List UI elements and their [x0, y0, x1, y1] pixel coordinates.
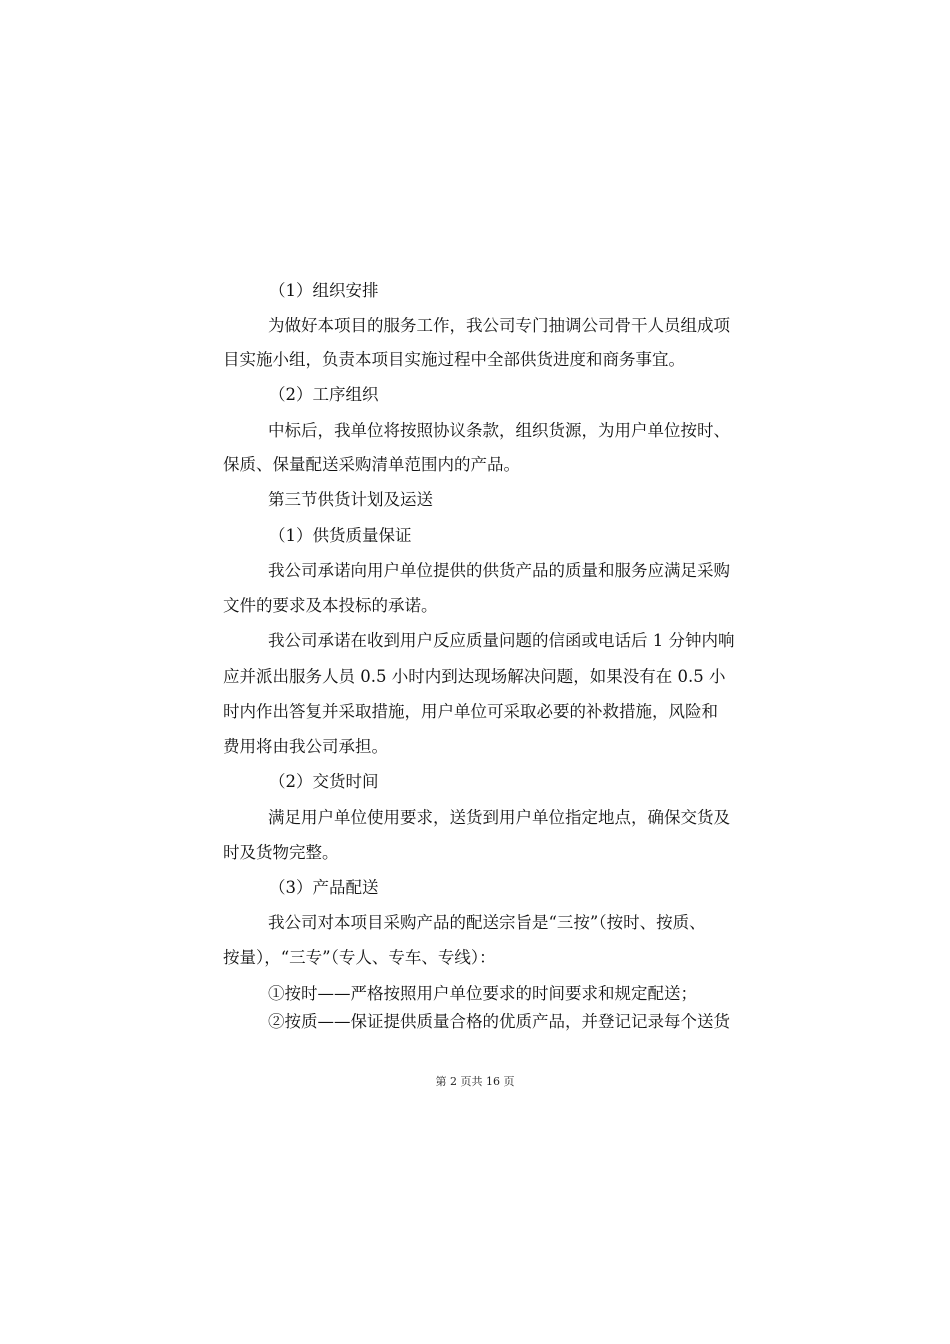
line-text: 按量），“三专”（专人、专车、专线）： [223, 948, 496, 967]
line-text: 中标后，我单位将按照协议条款，组织货源，为用户单位按时、 [268, 421, 730, 440]
line-text: 文件的要求及本投标的承诺。 [223, 596, 438, 615]
line-text: 保质、保量配送采购清单范围内的产品。 [223, 455, 520, 474]
line-text: 费用将由我公司承担。 [223, 737, 388, 756]
line-text: （2）工序组织 [269, 385, 379, 404]
line-text: 目实施小组，负责本项目实施过程中全部供货进度和商务事宜。 [223, 350, 685, 369]
line-text: （3）产品配送 [269, 878, 379, 897]
page-footer: 第 2 页共 16 页 [435, 1075, 515, 1088]
line-text: ②按质——保证提供质量合格的优质产品，并登记记录每个送货 [268, 1012, 730, 1031]
line-text: 应并派出服务人员 0.5 小时内到达现场解决问题，如果没有在 0.5 小 [223, 667, 726, 686]
line-text: 我公司对本项目采购产品的配送宗旨是“三按”（按时、按质、 [268, 913, 706, 932]
line-text: 时及货物完整。 [223, 843, 339, 862]
line-text: 我公司承诺在收到用户反应质量问题的信函或电话后 1 分钟内响 [268, 631, 735, 650]
line-text: 我公司承诺向用户单位提供的供货产品的质量和服务应满足采购 [268, 561, 730, 580]
line-text: ①按时——严格按照用户单位要求的时间要求和规定配送； [268, 984, 697, 1003]
line-text: （1）供货质量保证 [269, 526, 412, 545]
line-text: 满足用户单位使用要求，送货到用户单位指定地点，确保交货及 [268, 808, 730, 827]
line-text: 为做好本项目的服务工作，我公司专门抽调公司骨干人员组成项 [268, 316, 730, 335]
line-text: （2）交货时间 [269, 772, 379, 791]
line-text: 时内作出答复并采取措施，用户单位可采取必要的补救措施，风险和 [223, 702, 718, 721]
line-text: （1）组织安排 [269, 281, 379, 300]
line-text: 第三节供货计划及运送 [268, 490, 433, 509]
